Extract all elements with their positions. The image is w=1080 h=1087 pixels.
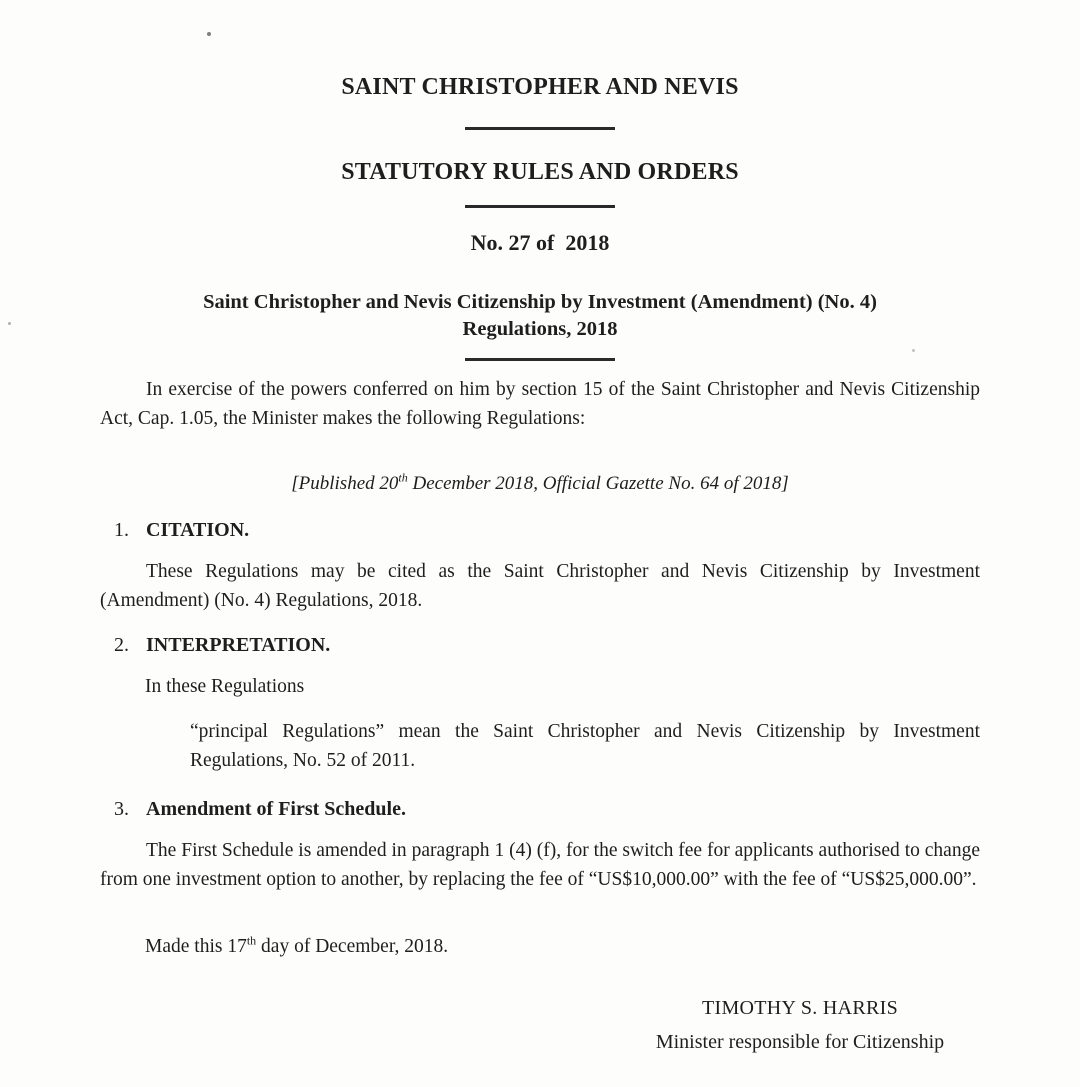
section-number: 2. [114, 634, 129, 656]
signature-block [590, 991, 1010, 1059]
section-title: CITATION. [146, 519, 250, 541]
scan-speck [8, 322, 11, 325]
country-heading: SAINT CHRISTOPHER AND NEVIS [341, 74, 739, 100]
section-title: Amendment of First Schedule. [146, 798, 406, 820]
divider-rule [465, 205, 615, 208]
section-body: The First Schedule is amended in paragraph 1 (4) (f), for the switch fee for applicants authorised to change from one investment option to another, by replacing the fee of “US$10,000.00” with the fee of “US$25,000.00”. [100, 840, 980, 890]
regulation-title [100, 289, 980, 343]
definition-paragraph: “principal Regulations” mean the Saint Christopher and Nevis Citizenship by Investment Regulations, No. 52 of 2011. [190, 721, 980, 771]
section-body: These Regulations may be cited as the Saint Christopher and Nevis Citizenship by Investment (Amendment) (No. 4) Regulations, 2018. [100, 561, 980, 611]
publication-note-suffix: December 2018, Official Gazette No. 64 of 2018] [407, 473, 789, 494]
signatory-name: TIMOTHY S. HARRIS [701, 997, 899, 1019]
scan-speck [207, 32, 211, 36]
section-number: 3. [114, 798, 129, 820]
made-date [145, 932, 980, 961]
publication-note-prefix: [Published 20 [291, 473, 399, 494]
section-heading [100, 796, 980, 822]
section-amendment [100, 796, 980, 894]
publication-note-ordinal: th [398, 470, 408, 485]
signatory-title: Minister responsible for Citizenship [655, 1031, 945, 1053]
preamble-paragraph: In exercise of the powers conferred on him by section 15 of the Saint Christopher and Nevis Citizenship Act, Cap. 1.05, the Minister makes the following Regulations: [100, 379, 980, 429]
instrument-number: No. 27 of 2018 [470, 230, 610, 255]
made-date-prefix: Made this 17 [145, 936, 247, 957]
regulation-title-line2: Regulations, 2018 [462, 318, 618, 340]
section-heading [100, 632, 980, 658]
section-number: 1. [114, 519, 129, 541]
made-date-suffix: day of December, 2018. [256, 936, 449, 957]
section-intro: In these Regulations [145, 676, 305, 697]
divider-rule [465, 127, 615, 130]
section-interpretation [100, 632, 980, 775]
doc-type-heading: STATUTORY RULES AND ORDERS [341, 159, 739, 185]
section-title: INTERPRETATION. [146, 634, 331, 656]
divider-rule [465, 358, 615, 361]
regulation-title-line1: Saint Christopher and Nevis Citizenship by Investment (Amendment) (No. 4) [203, 291, 877, 313]
made-date-ordinal: th [246, 933, 257, 948]
publication-note [100, 469, 980, 498]
scan-speck [912, 349, 915, 352]
section-citation [100, 517, 980, 615]
section-heading [100, 517, 980, 543]
